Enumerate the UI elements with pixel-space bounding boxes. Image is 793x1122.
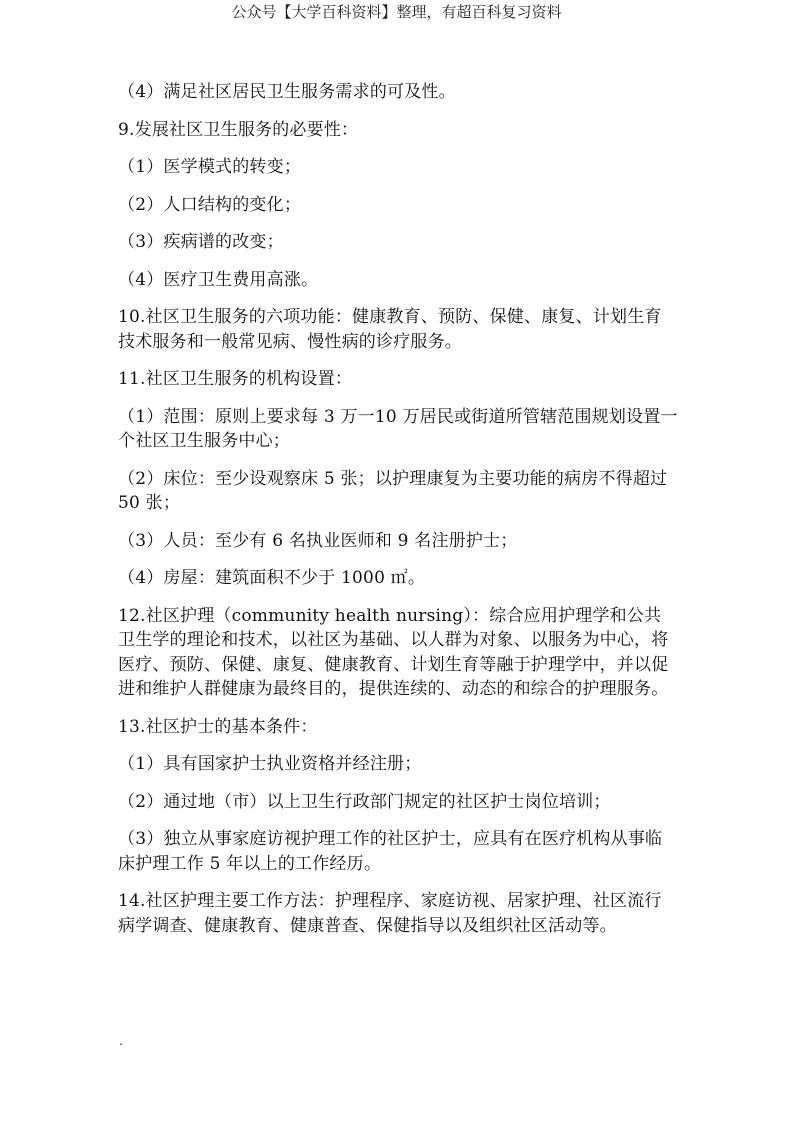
section-heading: 11.社区卫生服务的机构设置： bbox=[118, 369, 353, 389]
list-item: （3）疾病谱的改变； bbox=[118, 232, 284, 252]
list-item: （2）人口结构的变化； bbox=[118, 194, 302, 215]
list-item: （4）房屋：建筑面积不少于 1000 ㎡。 bbox=[118, 568, 426, 588]
list-item: （4）满足社区居民卫生服务需求的可及性。 bbox=[118, 82, 456, 102]
list-item: （4）医疗卫生费用高涨。 bbox=[118, 269, 319, 290]
section-heading: 9.发展社区卫生服务的必要性： bbox=[118, 119, 359, 140]
footer-mark: . bbox=[119, 1034, 123, 1048]
list-item: （3）人员：至少有 6 名执业医师和 9 名注册护士； bbox=[118, 530, 518, 551]
list-item: （1）范围：原则上要求每 3 万一10 万居民或街道所管辖范围规划设置一个社区卫生服务中心； bbox=[118, 406, 678, 451]
section-heading: 13.社区护士的基本条件： bbox=[118, 716, 318, 737]
section-paragraph: 14.社区护理主要工作方法：护理程序、家庭访视、居家护理、社区流行病学调查、健康教育、健康普查、保健指导以及组织社区活动等。 bbox=[118, 891, 662, 936]
list-item: （3）独立从事家庭访视护理工作的社区护士，应具有在医疗机构从事临床护理工作 5 年以上的工作经历。 bbox=[118, 829, 663, 874]
list-item: （1）具有国家护士执业资格并经注册； bbox=[118, 754, 422, 774]
list-item: （1）医学模式的转变； bbox=[118, 157, 302, 177]
list-item: （2）通过地（市）以上卫生行政部门规定的社区护士岗位培训； bbox=[118, 791, 611, 812]
document-body bbox=[118, 80, 678, 951]
list-item: （2）床位：至少设观察床 5 张；以护理康复为主要功能的病房不得超过 50 张； bbox=[118, 468, 668, 513]
page-header: 公众号【大学百科资料】整理，有超百科复习资料 bbox=[231, 3, 562, 21]
section-paragraph: 10.社区卫生服务的六项功能：健康教育、预防、保健、康复、计划生育技术服务和一般常见病、慢性病的诊疗服务。 bbox=[118, 307, 662, 352]
section-paragraph: 12.社区护理（community health nursing）：综合应用护理学和公共卫生学的理论和技术，以社区为基础、以人群为对象、以服务为中心，将医疗、预防、保健、康复、健康教育、计划生育等融于护理学中，并以促进和维护人群健康为最终目的，提供连续的、动态的和综合的护理服务。 bbox=[118, 605, 669, 699]
